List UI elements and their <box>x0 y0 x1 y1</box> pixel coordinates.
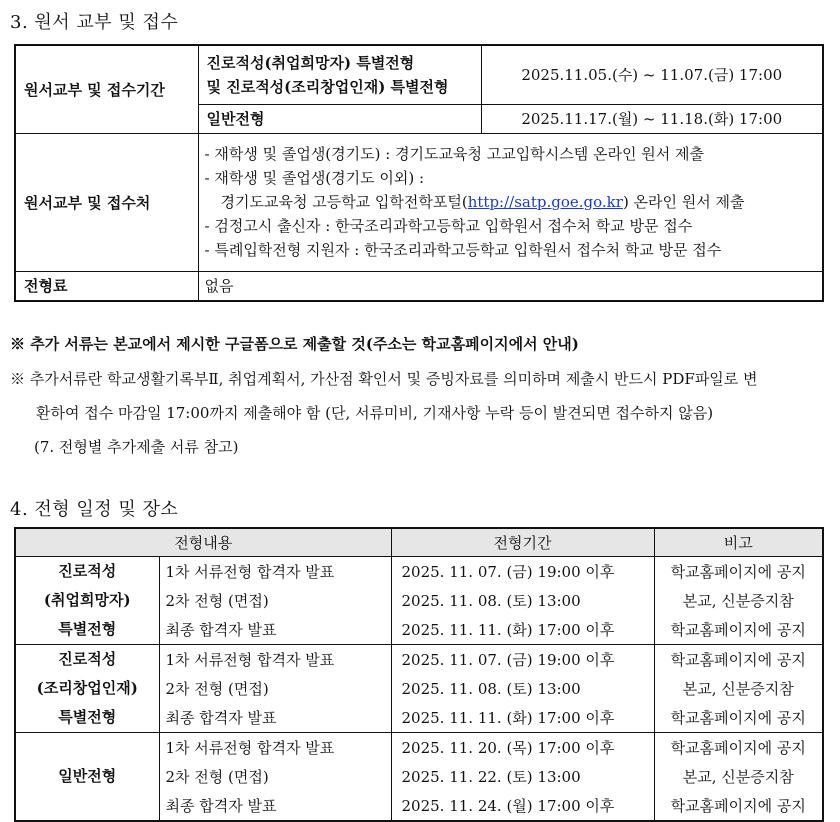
header-content: 전형내용 <box>15 528 391 557</box>
section4-title: 4. 전형 일정 및 장소 <box>10 499 179 520</box>
schedule-note: 학교홈페이지에 공지 <box>654 791 823 821</box>
note-documents-line2: 환하여 접수 마감일 17:00까지 제출해야 함 (단, 서류미비, 기재사항 누락 등이 발견되면 접수하지 않음) <box>36 404 714 422</box>
schedule-item: 2차 전형 (면접) <box>159 762 391 791</box>
place-label: 원서교부 및 접수처 <box>15 133 198 271</box>
schedule-note: 본교, 신분증지참 <box>654 762 823 791</box>
schedule-item: 최종 합격자 발표 <box>159 791 391 821</box>
place-item: - 재학생 및 졸업생(경기도) : 경기도교육청 고교입학시스템 온라인 원서 제출 <box>204 145 704 163</box>
schedule-date: 2025. 11. 11. (화) 17:00 이후 <box>391 703 654 733</box>
schedule-note: 학교홈페이지에 공지 <box>654 733 823 763</box>
schedule-item: 최종 합격자 발표 <box>159 615 391 645</box>
fee-label: 전형료 <box>15 271 198 301</box>
schedule-table <box>14 527 824 822</box>
note-google-form: ※ 추가 서류는 본교에서 제시한 구글폼으로 제출할 것(주소는 학교홈페이지에서 안내) <box>10 335 579 353</box>
place-list <box>198 133 823 271</box>
track-name-line: 일반전형 <box>58 767 117 785</box>
schedule-note: 학교홈페이지에 공지 <box>654 645 823 675</box>
header-note: 비고 <box>654 528 823 557</box>
track-name <box>15 645 159 733</box>
place-item: - 특례입학전형 지원자 : 한국조리과학고등학교 입학원서 접수처 학교 방문 접수 <box>204 241 722 259</box>
track-name-line: 진로적성 <box>58 562 117 580</box>
fee-value: 없음 <box>198 271 823 301</box>
place-item-portal: 경기도교육청 고등학교 입학전학포털(http://satp.goe.go.kr) 온라인 원서 제출 <box>220 193 745 211</box>
place-item: - 검정고시 출신자 : 한국조리과학고등학교 입학원서 접수처 학교 방문 접수 <box>204 217 693 235</box>
track-name-line: 진로적성 <box>58 650 117 668</box>
schedule-item: 2차 전형 (면접) <box>159 674 391 703</box>
schedule-body <box>15 557 823 822</box>
schedule-note: 본교, 신분증지참 <box>654 586 823 615</box>
schedule-item: 1차 서류전형 합격자 발표 <box>159 557 391 587</box>
place-item: - 재학생 및 졸업생(경기도 이외) : <box>204 169 425 187</box>
general-track-label: 일반전형 <box>198 104 481 133</box>
schedule-date: 2025. 11. 20. (목) 17:00 이후 <box>391 733 654 763</box>
special-track-period: 2025.11.05.(수) ~ 11.07.(금) 17:00 <box>481 45 823 104</box>
application-table <box>14 44 824 302</box>
schedule-row <box>15 645 823 675</box>
track-name-line: (조리창업인재) <box>36 679 138 697</box>
schedule-date: 2025. 11. 07. (금) 19:00 이후 <box>391 557 654 587</box>
track-name-line: 특별전형 <box>58 708 117 726</box>
schedule-date: 2025. 11. 08. (토) 13:00 <box>391 586 654 615</box>
schedule-note: 학교홈페이지에 공지 <box>654 557 823 587</box>
schedule-row <box>15 733 823 763</box>
schedule-note: 학교홈페이지에 공지 <box>654 615 823 645</box>
schedule-note: 본교, 신분증지참 <box>654 674 823 703</box>
schedule-note: 학교홈페이지에 공지 <box>654 703 823 733</box>
note-documents-line3: (7. 전형별 추가제출 서류 참고) <box>34 438 239 456</box>
portal-link[interactable]: http://satp.goe.go.kr <box>467 193 623 211</box>
schedule-date: 2025. 11. 11. (화) 17:00 이후 <box>391 615 654 645</box>
header-period: 전형기간 <box>391 528 654 557</box>
schedule-item: 1차 서류전형 합격자 발표 <box>159 645 391 675</box>
section3-title: 3. 원서 교부 및 접수 <box>10 12 179 33</box>
schedule-item: 2차 전형 (면접) <box>159 586 391 615</box>
schedule-row <box>15 557 823 587</box>
schedule-item: 최종 합격자 발표 <box>159 703 391 733</box>
general-track-period: 2025.11.17.(월) ~ 11.18.(화) 17:00 <box>481 104 823 133</box>
schedule-date: 2025. 11. 24. (월) 17:00 이후 <box>391 791 654 821</box>
period-label: 원서교부 및 접수기간 <box>15 45 198 133</box>
schedule-date: 2025. 11. 08. (토) 13:00 <box>391 674 654 703</box>
schedule-date: 2025. 11. 07. (금) 19:00 이후 <box>391 645 654 675</box>
track-name <box>15 733 159 822</box>
schedule-date: 2025. 11. 22. (토) 13:00 <box>391 762 654 791</box>
track-name <box>15 557 159 645</box>
note-documents-line1: ※ 추가서류란 학교생활기록부Ⅱ, 취업계획서, 가산점 확인서 및 증빙자료를 의미하며 제출시 반드시 PDF파일로 변 <box>10 370 758 388</box>
track-name-line: 특별전형 <box>58 620 117 638</box>
special-track-label: 진로적성(취업희망자) 특별전형 및 진로적성(조리창업인재) 특별전형 <box>198 45 481 104</box>
schedule-item: 1차 서류전형 합격자 발표 <box>159 733 391 763</box>
track-name-line: (취업희망자) <box>43 591 131 609</box>
